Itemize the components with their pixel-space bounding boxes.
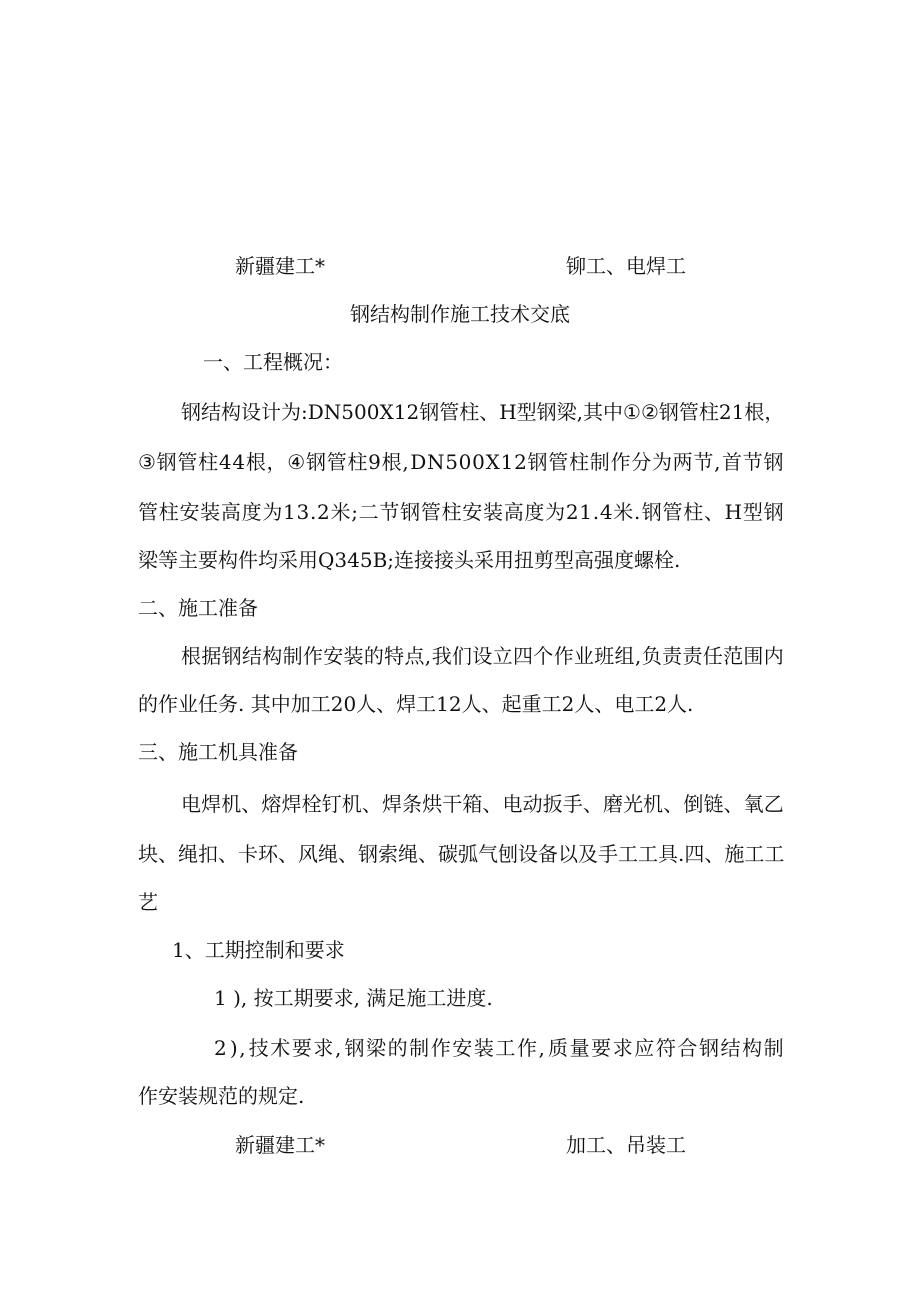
section4-item2-line: 2 ) , 技 术 要 求 , 钢 梁 的 制 作 安 装 工 作 , 质 量 要 求 应 符 合 钢 结 构 制 (214, 1036, 784, 1060)
section1-line: 管 柱 安 装 高 度 为 1 3 . 2 米 ; 二 节 钢 管 柱 安 装 高 度 为 2 1 . 4 米 . 钢 管 柱 、 H 型 钢 (138, 500, 784, 524)
section1-line: 梁等主要构件均采用Q345B;连接接头采用扭剪型高强度螺栓. (138, 548, 681, 572)
section4-item1: 1 ), 按工期要求, 满足施工进度. (214, 986, 493, 1010)
section4-item2-line: 作安装规范的规定. (138, 1084, 305, 1108)
section2-line: 的作业任务. 其中加工20人、焊工12人、起重工2人、电工2人. (138, 692, 694, 716)
document-title: 钢结构制作施工技术交底 (350, 302, 570, 326)
section2-heading: 二、施工准备 (138, 596, 258, 620)
section4-subheading: 1、工期控制和要求 (172, 938, 345, 962)
header-bottom-right: 加工、吊装工 (566, 1133, 686, 1157)
section3-line: 块 、 绳 扣 、 卡 环 、 风 绳 、 钢 索 绳 、 碳 弧 气 刨 设 备 以 及 手 工 工 具 . 四 、 施 工 工 (138, 842, 785, 866)
section3-heading: 三、施工机具准备 (138, 740, 298, 764)
section3-line: 艺 (138, 890, 158, 914)
header-top-right: 铆工、电焊工 (566, 254, 686, 278)
section1-line: 钢 结 构 设 计 为 : D N 5 0 0 X 1 2 钢 管 柱 、 H 型 钢 梁 , 其 中 ① ② 钢 管 柱 2 1 根 ， (181, 400, 785, 424)
header-top-left: 新疆建工* (235, 254, 325, 278)
section2-line: 根 据 钢 结 构 制 作 安 装 的 特 点 , 我 们 设 立 四 个 作 业 班 组 , 负 责 责 任 范 围 内 (181, 644, 784, 668)
header-bottom-left: 新疆建工* (235, 1133, 325, 1157)
section1-line: ③ 钢 管 柱 4 4 根 ， ④ 钢 管 柱 9 根 , D N 5 0 0 X 1 2 钢 管 柱 制 作 分 为 两 节 , 首 节 钢 (138, 450, 784, 474)
section1-heading: 一、工程概况： (203, 350, 343, 374)
section3-line: 电 焊 机 、 熔 焊 栓 钉 机 、 焊 条 烘 干 箱 、 电 动 扳 手 、 磨 光 机 、 倒 链 、 氧 乙 (181, 792, 784, 816)
